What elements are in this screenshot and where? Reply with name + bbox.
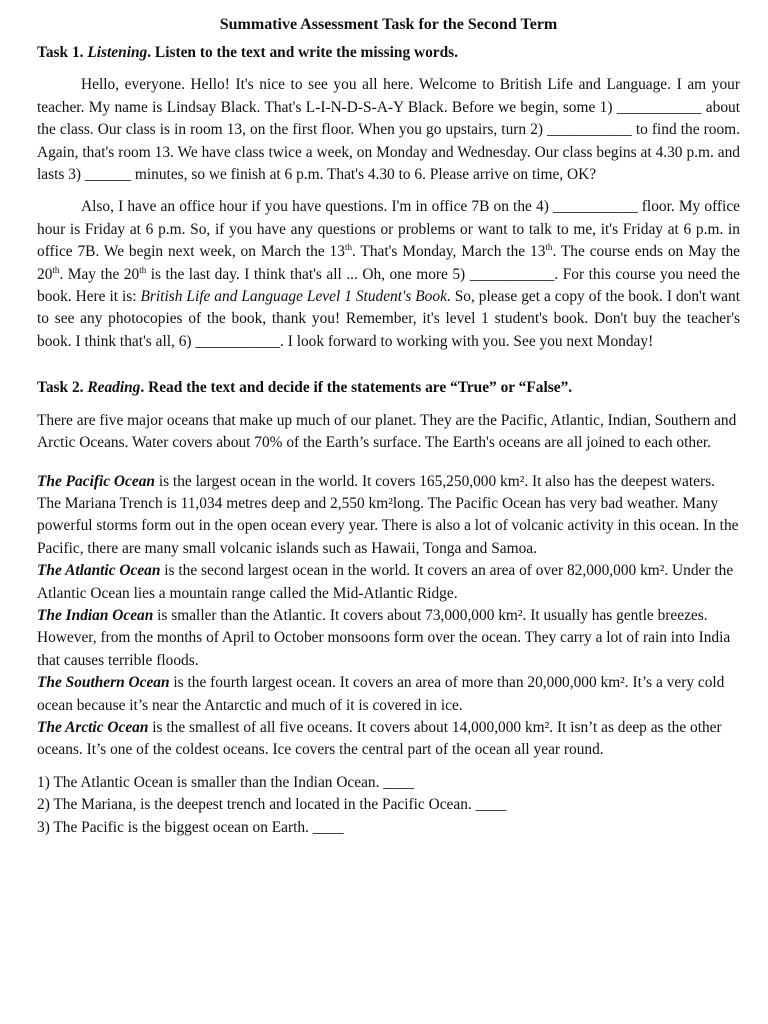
southern-heading: The Southern Ocean <box>37 674 170 692</box>
text-run: Also, I have an office hour if you have questions. I'm in office 7B on the 4) <box>81 198 553 216</box>
task1-paragraph-1 <box>37 74 740 186</box>
task1-instruction: . Listen to the text and write the missing words. <box>147 44 459 61</box>
book-title: British Life and Language Level 1 Student's Book <box>140 288 447 306</box>
indian-paragraph <box>37 605 740 672</box>
pacific-paragraph <box>37 471 740 561</box>
ordinal-suffix: th <box>139 264 147 275</box>
pacific-text: is the largest ocean in the world. It covers 165,250,000 km². It also has the deepest waters. The Mariana Trench is 11,034 metres deep and 2,550 km²long. The Pacific Ocean has very bad weather. Many powerful storms form out in the open ocean every year. There is also a lot of volcanic activity in this ocean. In the Pacific, there are many small volcanic islands such as Hawaii, Tonga and Samoa. <box>37 472 739 557</box>
answer-blank-3: ______ <box>84 166 132 184</box>
task2-skill: Reading <box>87 379 141 397</box>
page-title: Summative Assessment Task for the Second Term <box>219 16 558 33</box>
task2-instruction: . Read the text and decide if the statements are “True” or “False”. <box>140 379 573 397</box>
text-run: to find the room. Again, that's room 13. We have class twice a week, on Monday and Wednesday. Our class begins at 4.30 p.m. and lasts 3) <box>37 121 740 184</box>
answer-blank-4: ___________ <box>552 198 638 216</box>
text-run: minutes, so we finish at 6 p.m. That's 4.30 to 6. Please arrive on time, OK? <box>131 166 597 184</box>
text-run: . So, please get a copy of the book. I don't want to see any photocopies of the book, thank you! Remember, it's level 1 student's book. Don't buy the teacher's book. I think that's all, 6) <box>37 288 740 350</box>
statement-1: 1) The Atlantic Ocean is smaller than the Indian Ocean. ____ <box>37 773 415 791</box>
arctic-paragraph <box>37 717 740 762</box>
text-run: . For this course you need the book. Here it is: <box>37 265 740 306</box>
southern-text: is the fourth largest ocean. It covers an area of more than 20,000,000 km². It’s a very cold ocean because it’s near the Antarctic and much of it is covered in ice. <box>37 674 725 714</box>
arctic-text: is the smallest of all five oceans. It covers about 14,000,000 km². It isn’t as deep as the other oceans. It’s one of the coldest oceans. Ice covers the central part of the ocean all year round. <box>37 718 722 759</box>
task2-number: Task 2. <box>37 379 84 397</box>
text-run: . I look forward to working with you. See you next Monday! <box>280 332 654 350</box>
statement-3: 3) The Pacific is the biggest ocean on Earth. ____ <box>37 818 344 836</box>
text-run: . The course ends on May the 20 <box>37 243 741 283</box>
statement-2: 2) The Mariana, is the deepest trench and located in the Pacific Ocean. ____ <box>37 796 507 814</box>
text-run: . That's Monday, March the 13 <box>351 243 546 261</box>
ordinal-suffix: th <box>52 264 60 275</box>
task2-heading <box>37 377 740 399</box>
task1-heading <box>37 42 740 64</box>
southern-paragraph <box>37 672 740 717</box>
task1-skill: Listening <box>87 44 148 61</box>
text-run: floor. My office hour is Friday at 6 p.m. So, if you have any questions or problems or want to talk to me, it's Friday at 6 p.m. in office 7B. We begin next week, on March the 13 <box>37 198 740 261</box>
arctic-heading: The Arctic Ocean <box>37 718 149 736</box>
text-run: Hello, everyone. Hello! It's nice to see you all here. Welcome to British Life and Language. I am your teacher. My name is Lindsay Black. That's L-I-N-D-S-A-Y Black. Before we begin, some 1) <box>37 76 740 116</box>
answer-blank-1: ___________ <box>616 98 702 116</box>
atlantic-text: is the second largest ocean in the world. It covers an area of over 82,000,000 km². Under the Atlantic Ocean lies a mountain range called the Mid-Atlantic Ridge. <box>37 562 734 602</box>
task1-number: Task 1. <box>37 44 84 61</box>
ordinal-suffix: th <box>545 242 553 253</box>
text-run: is the last day. I think that's all ... Oh, one more 5) <box>146 265 470 283</box>
atlantic-paragraph <box>37 560 740 605</box>
atlantic-heading: The Atlantic Ocean <box>37 562 161 580</box>
answer-blank-6: ___________ <box>195 332 281 350</box>
indian-text: is smaller than the Atlantic. It covers about 73,000,000 km². It usually has gentle breezes. However, from the months of April to October monsoons form over the ocean. They carry a lot of rain into India that causes terrible floods. <box>37 606 731 669</box>
text-run: . May the 20 <box>59 265 140 283</box>
answer-blank-5: ___________ <box>469 265 555 283</box>
indian-heading: The Indian Ocean <box>37 606 154 624</box>
task1-paragraph-2 <box>37 196 740 353</box>
ordinal-suffix: th <box>344 242 352 253</box>
pacific-heading: The Pacific Ocean <box>37 472 155 490</box>
task2-intro-paragraph: There are five major oceans that make up much of our planet. They are the Pacific, Atlantic, Indian, Southern and Arctic Oceans. Water covers about 70% of the Earth’s surface. The Earth's oceans are all joined to each other. <box>37 411 737 452</box>
answer-blank-2: ___________ <box>547 121 632 139</box>
text-run: about the class. Our class is in room 13, on the first floor. When you go upstairs, turn 2) <box>37 98 741 139</box>
